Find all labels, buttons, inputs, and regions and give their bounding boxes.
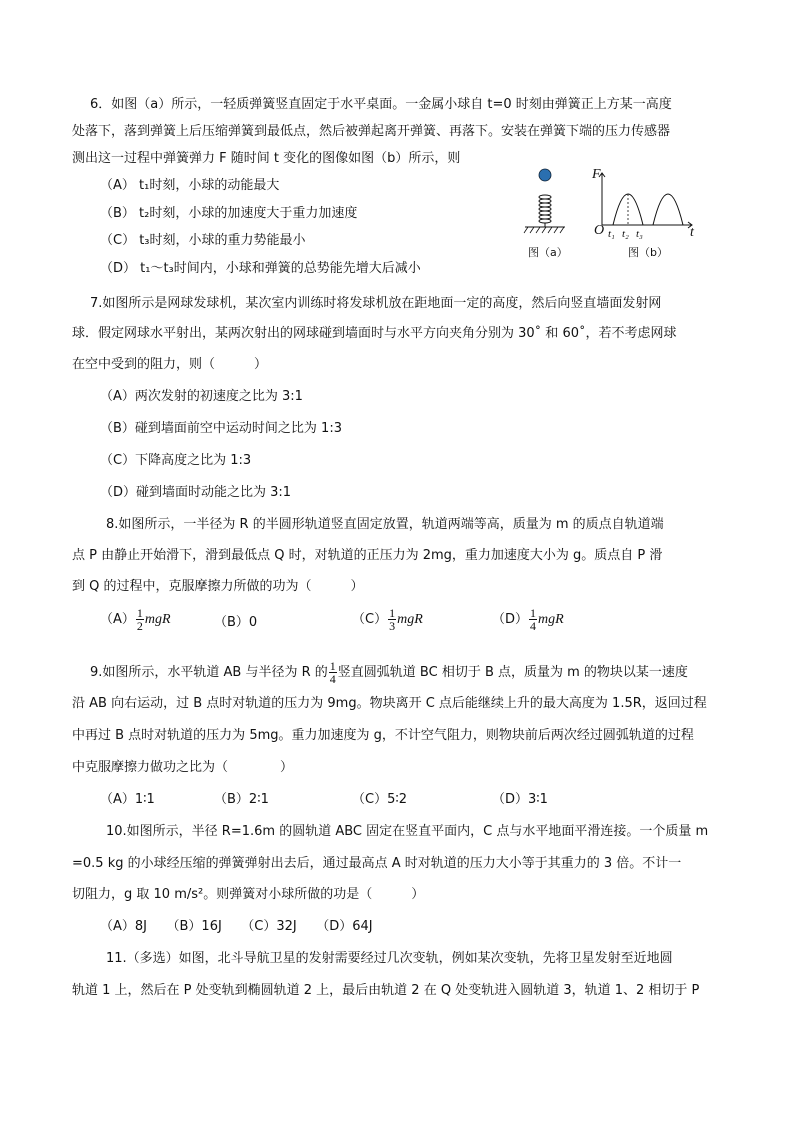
q6-option-b: （B） t₂时刻，小球的加速度大于重力加速度 [100, 206, 358, 221]
q8-option-a: （A） $\frac{1}{2}$ mgR [100, 606, 171, 633]
axis-label-t: t [690, 225, 694, 240]
q6-line-1: 6．如图（a）所示，一轻质弹簧竖直固定于水平桌面。一金属小球自 t=0 时刻由弹簧正上方某一高度 [90, 97, 672, 112]
q9-option-d: （D）3∶1 [492, 792, 548, 807]
q8-option-b: （B）0 [214, 615, 258, 630]
q6-option-c: （C） t₃时刻，小球的重力势能最小 [100, 233, 306, 248]
q7-line-2: 球．假定网球水平射出，某两次射出的网球碰到墙面时与水平方向夹角分别为 30˚ 和 60˚，若不考虑网球 [72, 326, 677, 341]
figure-a-caption: 图（a） [528, 246, 568, 259]
figure-a-spring [520, 165, 580, 240]
q6-line-3: 测出这一过程中弹簧弹力 F 随时间 t 变化的图像如图（b）所示，则 [72, 151, 461, 166]
q8-option-d: （D） $\frac{1}{4}$ mgR [492, 606, 564, 633]
metal-ball [539, 169, 551, 181]
axis-label-origin: O [594, 223, 605, 238]
q6-option-a: （A） t₁时刻，小球的动能最大 [100, 178, 280, 193]
q9-line-4: 中克服摩擦力做功之比为（ ） [72, 760, 294, 775]
q6-option-d: （D） t₁～t₃时间内，小球和弹簧的总势能先增大后减小 [100, 261, 421, 276]
q9-line-2: 沿 AB 向右运动，过 B 点时对轨道的压力为 9mg。物块离开 C 点后能继续上升的最大高度为 1.5R，返回过程 [72, 696, 707, 711]
q7-option-c: （C）下降高度之比为 1:3 [100, 453, 252, 468]
q7-option-d: （D）碰到墙面时动能之比为 3:1 [100, 485, 292, 500]
q7-line-3: 在空中受到的阻力，则（ ） [72, 357, 268, 372]
q8-line-2: 点 P 由静止开始滑下，滑到最低点 Q 时，对轨道的正压力为 2mg，重力加速度大小为 g。质点自 P 滑 [72, 548, 663, 563]
figure-b-graph [588, 165, 698, 240]
q11-line-1: 11.（多选）如图，北斗导航卫星的发射需要经过几次变轨，例如某次变轨，先将卫星发射至近地圆 [106, 951, 673, 966]
q8-line-3: 到 Q 的过程中，克服摩擦力所做的功为（ ） [72, 579, 364, 594]
q10-line-3: 切阻力，g 取 10 m/s²。则弹簧对小球所做的功是（ ） [72, 887, 425, 902]
q11-line-2: 轨道 1 上，然后在 P 处变轨到椭圆轨道 2 上，最后由轨道 2 在 Q 处变轨进入圆轨道 3，轨道 1、2 相切于 P [72, 983, 700, 998]
tick-t3: t₃ [636, 228, 643, 240]
q8-line-1: 8.如图所示，一半径为 R 的半圆形轨道竖直固定放置，轨道两端等高，质量为 m 的质点自轨道端 [106, 517, 664, 532]
q9-option-c: （C）5∶2 [352, 792, 408, 807]
q9-option-a: （A）1∶1 [100, 792, 155, 807]
q6-line-2: 处落下，落到弹簧上后压缩弹簧到最低点，然后被弹起离开弹簧、再落下。安装在弹簧下端的压力传感器 [72, 124, 671, 139]
q10-line-2: =0.5 kg 的小球经压缩的弹簧弹射出去后，通过最高点 A 时对轨道的压力大小等于其重力的 3 倍。不计一 [72, 856, 682, 871]
axis-label-f: F [592, 167, 601, 182]
figure-b-caption: 图（b） [628, 246, 668, 259]
q7-option-b: （B）碰到墙面前空中运动时间之比为 1:3 [100, 421, 342, 436]
q9-line-3: 中再过 B 点时对轨道的压力为 5mg。重力加速度为 g，不计空气阻力，则物块前后两次经过圆弧轨道的过程 [72, 728, 694, 743]
q7-line-1: 7.如图所示是网球发球机，某次室内训练时将发球机放在距地面一定的高度，然后向竖直墙面发射网 [90, 296, 662, 311]
tick-t1: t₁ [608, 228, 615, 240]
q10-options: （A）8J （B）16J （C）32J （D）64J [100, 919, 373, 934]
q9-line-1: 9.如图所示，水平轨道 AB 与半径为 R 的 $\frac{1}{4}$ 竖直圆弧轨道 BC 相切于 B 点，质量为 m 的物块以某一速度 [90, 659, 688, 686]
q8-option-c: （C） $\frac{1}{3}$ mgR [352, 606, 423, 633]
q7-option-a: （A）两次发射的初速度之比为 3:1 [100, 389, 303, 404]
tick-t2: t₂ [622, 228, 629, 240]
q10-line-1: 10.如图所示，半径 R=1.6m 的圆轨道 ABC 固定在竖直平面内，C 点与水平地面平滑连接。一个质量 m [106, 824, 709, 839]
q9-option-b: （B）2∶1 [214, 792, 269, 807]
